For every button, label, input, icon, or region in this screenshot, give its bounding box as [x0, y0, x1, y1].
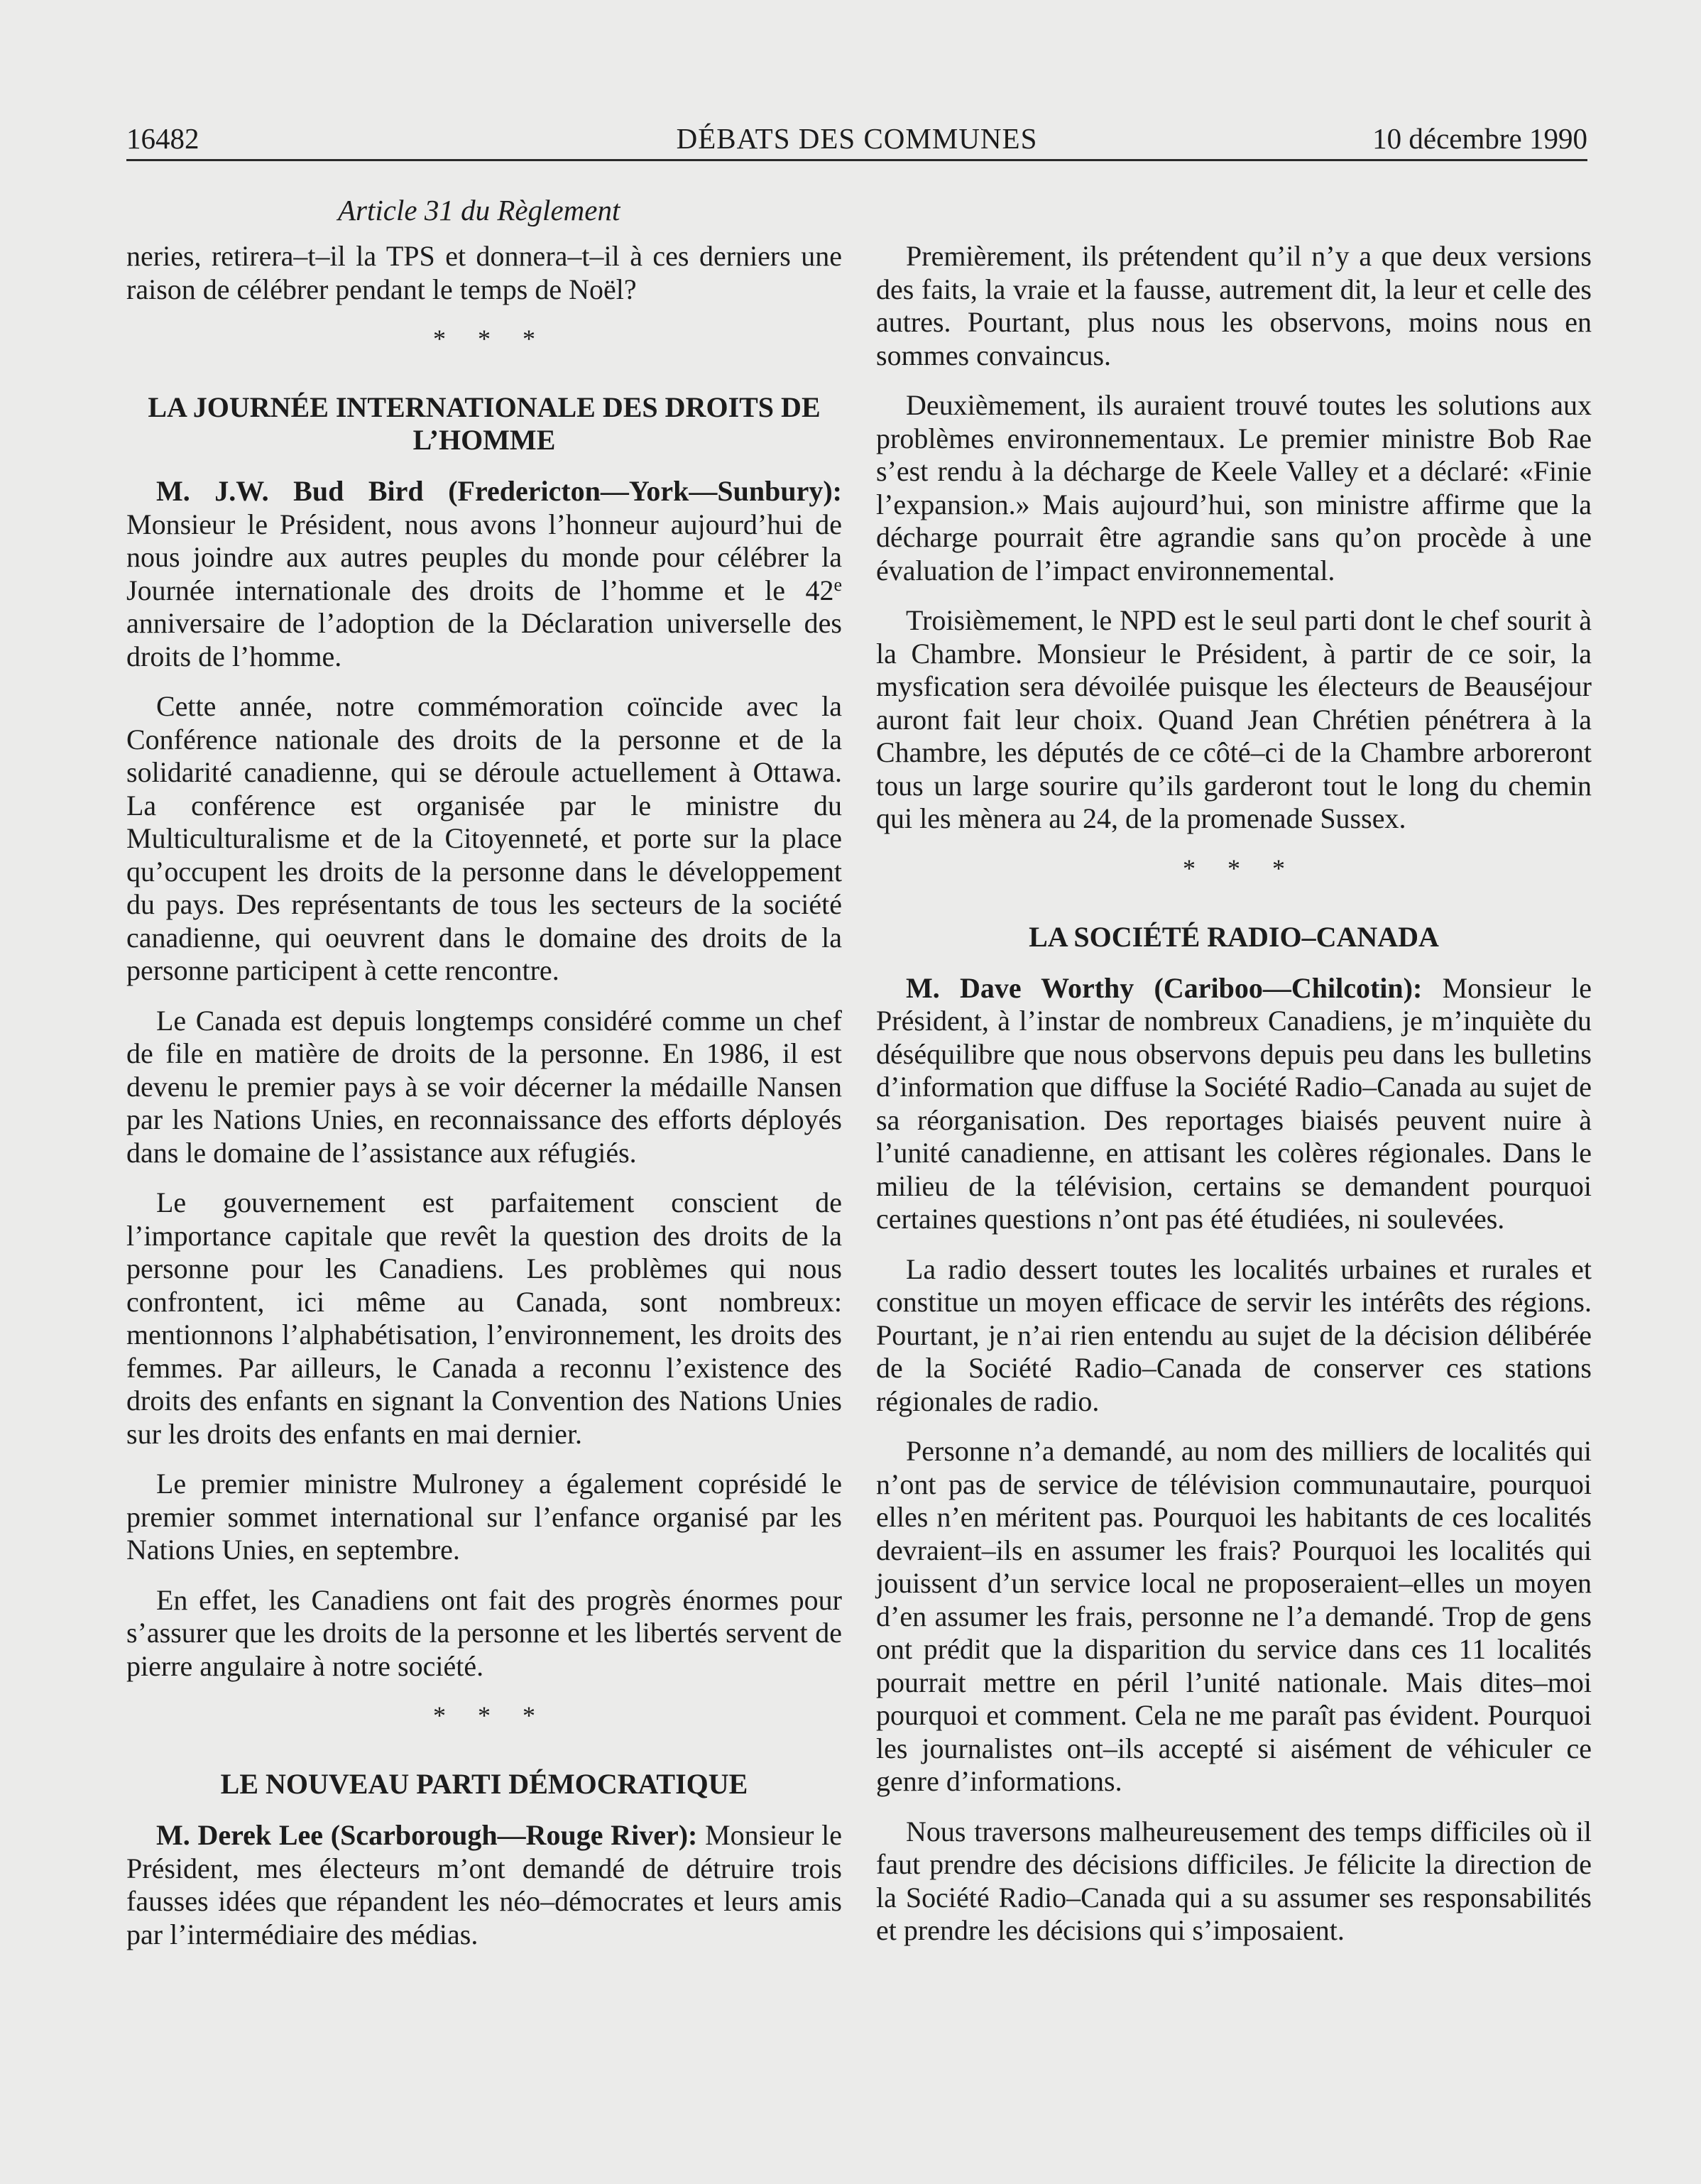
left-column [126, 240, 842, 1968]
continued-paragraph: neries, retirera–t–il la TPS et donnera–t–il à ces derniers une raison de célébrer pendant le temps de Noël? [126, 240, 842, 305]
paragraph-text: Monsieur le Président, à l’instar de nombreux Canadiens, je m’inquiète du déséquilibre que nous observons depuis peu dans les bulletins d’information que diffuse la Société Radio–Canada au sujet de sa réorganisation. Des reportages biaisés peuvent nuire à l’unité canadienne, en attisant les colères régionales. Dans le milieu de la télévision, certains se demandent pourquoi certaines questions n’ont pas été étudiées, ni soulevées. [876, 971, 1592, 1235]
section-separator: * * * [433, 324, 548, 353]
statement-paragraph [126, 475, 842, 673]
ordinal-superscript: e [833, 574, 842, 595]
paragraph: Personne n’a demandé, au nom des milliers de localités qui n’ont pas de service de télévision communautaire, pourquoi elles n’en méritent pas. Pourquoi les habitants de ces localités devraient–ils en assumer les frais? Pourquoi les localités qui jouissent d’un service local ne proposeraient–elles un moyen d’en assumer les frais, personne ne l’a demandé. Trop de gens ont prédit que la disparition du service dans ces 11 localités pourrait mettre en péril l’unité nationale. Mais dites–moi pourquoi et comment. Cela ne me paraît pas évident. Pourquoi les journalistes ont–ils accepté si aisément de véhiculer ce genre d’informations. [876, 1435, 1592, 1797]
paragraph: La radio dessert toutes les localités urbaines et rurales et constitue un moyen efficace de servir les intérêts des régions. Pourtant, je n’ai rien entendu au sujet de la décision délibérée de la Société Radio–Canada de conserver ces stations régionales de radio. [876, 1252, 1592, 1417]
paragraph-text: anniversaire de l’adoption de la Déclaration universelle des droits de l’homme. [126, 607, 842, 672]
paragraph: Deuxièmement, ils auraient trouvé toutes les solutions aux problèmes environnementaux. Le premier ministre Bob Rae s’est rendu à la décharge de Keele Valley et a déclaré: «Finie l’expansion.» Mais aujourd’hui, son ministre affirme que la décharge pourrait être agrandie sans qu’on procède à une évaluation de l’impact environnemental. [876, 389, 1592, 586]
publication-title: DÉBATS DES COMMUNES [676, 122, 1038, 155]
section-title-radio-canada: LA SOCIÉTÉ RADIO–CANADA [1029, 920, 1439, 953]
speaker-name: M. Dave Worthy (Cariboo—Chilcotin): [906, 971, 1423, 1004]
statement-paragraph [126, 1819, 842, 1951]
paragraph: Nous traversons malheureusement des temps difficiles où il faut prendre des décisions difficiles. Je félicite la direction de la Société Radio–Canada qui a su assumer ses responsabilités et prendre les décisions qui s’imposaient. [876, 1815, 1592, 1946]
paragraph: Le gouvernement est parfaitement conscient de l’importance capitale que revêt la question des droits de la personne pour les Canadiens. Les problèmes qui nous confrontent, ici même au Canada, sont nombreux: mentionnons l’alphabétisation, l’environnement, les droits des femmes. Par ailleurs, le Canada a reconnu l’existence des droits des enfants en signant la Convention des Nations Unies sur les droits des enfants en mai dernier. [126, 1186, 842, 1450]
issue-date: 10 décembre 1990 [1372, 122, 1587, 155]
rule-subheading: Article 31 du Règlement [338, 194, 620, 226]
page-number: 16482 [126, 122, 199, 155]
paragraph: Cette année, notre commémoration coïncide avec la Conférence nationale des droits de la personne et de la solidarité canadienne, qui se déroule actuellement à Ottawa. La conférence est organisée par le ministre du Multiculturalisme et de la Citoyenneté, et porte sur la place qu’occupent les droits de la personne dans le développement du pays. Des représentants de tous les secteurs de la société canadienne, qui oeuvrent dans le domaine des droits de la personne participent à cette rencontre. [126, 690, 842, 986]
paragraph-text: Monsieur le Président, mes électeurs m’ont demandé de détruire trois fausses idées que répandent les néo–démocrates et leurs amis par l’intermédiaire des médias. [126, 1819, 842, 1950]
speaker-name: M. J.W. Bud Bird (Fredericton—York—Sunbury): [156, 475, 842, 507]
section-title-ndp: LE NOUVEAU PARTI DÉMOCRATIQUE [220, 1768, 748, 1800]
section-separator: * * * [433, 1701, 548, 1730]
running-header [126, 115, 1587, 161]
paragraph: Troisièmement, le NPD est le seul parti dont le chef sourit à la Chambre. Monsieur le Président, à partir de ce soir, la mysfication sera dévoilée puisque les électeurs de Beauséjour auront fait leur choix. Quand Jean Chrétien pénétrera à la Chambre, les députés de ce côté–ci de la Chambre arboreront tous un large sourire qu’ils garderont tout le long du chemin qui les mènera au 24, de la promenade Sussex. [876, 604, 1592, 834]
speaker-name: M. Derek Lee (Scarborough—Rouge River): [156, 1819, 698, 1851]
section-separator: * * * [1183, 853, 1298, 883]
paragraph: En effet, les Canadiens ont fait des progrès énormes pour s’assurer que les droits de la personne et les libertés servent de pierre angulaire à notre société. [126, 1583, 842, 1682]
section-title-human-rights-day: LA JOURNÉE INTERNATIONALE DES DROITS DE L’HOMME [148, 391, 821, 456]
paragraph: Premièrement, ils prétendent qu’il n’y a que deux versions des faits, la vraie et la fausse, autrement dit, la leur et celle des autres. Pourtant, plus nous les observons, moins nous en sommes convaincus. [876, 240, 1592, 371]
paragraph: Le premier ministre Mulroney a également coprésidé le premier sommet international sur l’enfance organisé par les Nations Unies, en septembre. [126, 1468, 842, 1566]
statement-paragraph [876, 972, 1592, 1236]
paragraph-text: Monsieur le Président, nous avons l’honneur aujourd’hui de nous joindre aux autres peuples du monde pour célébrer la Journée internationale des droits de l’homme et le 42 [126, 508, 842, 606]
right-column [876, 240, 1592, 1965]
paragraph: Le Canada est depuis longtemps considéré comme un chef de file en matière de droits de la personne. En 1986, il est devenu le premier pays à se voir décerner la médaille Nansen par les Nations Unies, en reconnaissance des efforts déployés dans le domaine de l’assistance aux réfugiés. [126, 1004, 842, 1169]
